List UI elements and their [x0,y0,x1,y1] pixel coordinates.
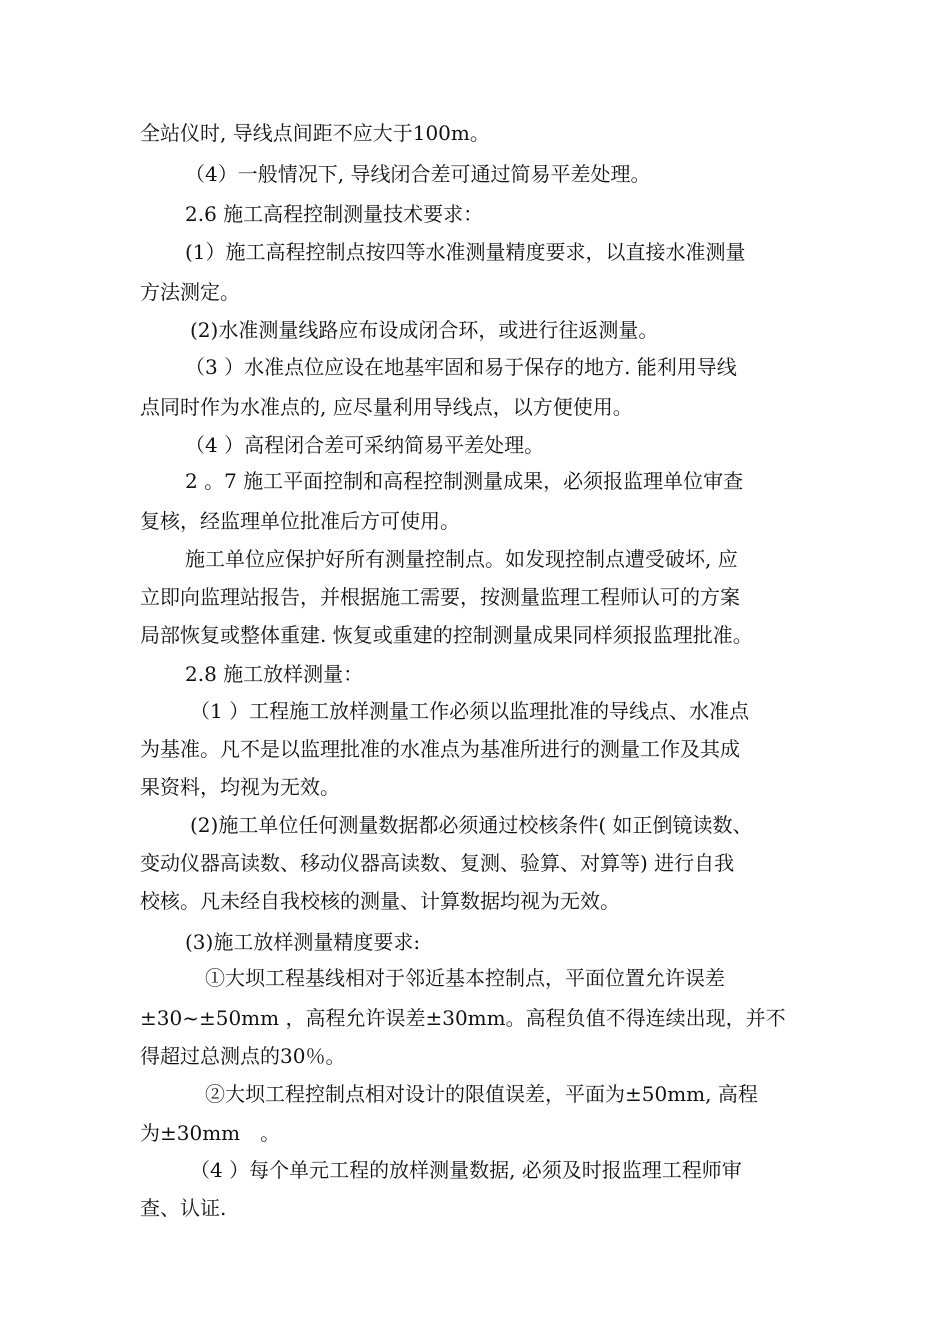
text-line: 全站仪时, 导线点间距不应大于100m。 [140,121,490,145]
text-line: 点同时作为水准点的, 应尽量利用导线点，以方便使用。 [140,395,633,419]
text-line: ②大坝工程控制点相对设计的限值误差，平面为±50mm, 高程 [205,1082,758,1106]
text-line: 复核，经监理单位批准后方可使用。 [140,509,460,533]
text-line: 变动仪器高读数、移动仪器高读数、复测、验算、对算等) 进行自我 [140,851,735,875]
text-line: 校核。凡未经自我校核的测量、计算数据均视为无效。 [140,889,620,913]
text-line: 果资料，均视为无效。 [140,775,340,799]
section-heading: 2.6 施工高程控制测量技术要求： [185,202,484,226]
section-heading: 2.8 施工放样测量： [185,662,364,686]
text-line: 得超过总测点的30％。 [140,1044,346,1068]
text-line: (1）施工高程控制点按四等水准测量精度要求，以直接水准测量 [185,240,746,264]
text-line: ①大坝工程基线相对于邻近基本控制点，平面位置允许误差 [205,966,725,990]
text-line: 施工单位应保护好所有测量控制点。如发现控制点遭受破坏, 应 [185,547,738,571]
text-line: （4 ）每个单元工程的放样测量数据, 必须及时报监理工程师审 [190,1158,742,1182]
text-line: （4）一般情况下, 导线闭合差可通过简易平差处理。 [185,162,651,186]
text-line: (2)施工单位任何测量数据都必须通过校核条件( 如正倒镜读数、 [190,813,753,837]
text-line: 立即向监理站报告，并根据施工需要，按测量监理工程师认可的方案 [140,585,740,609]
text-line: 局部恢复或整体重建. 恢复或重建的控制测量成果同样须报监理批准。 [140,623,753,647]
text-line: （3 ）水准点位应设在地基牢固和易于保存的地方. 能利用导线 [185,355,737,379]
text-line: （4 ）高程闭合差可采纳简易平差处理。 [185,433,545,457]
text-line: (2)水准测量线路应布设成闭合环，或进行往返测量。 [190,318,659,342]
text-line: （1 ）工程施工放样测量工作必须以监理批准的导线点、水准点 [190,699,750,723]
text-line: 为基准。凡不是以监理批准的水准点为基准所进行的测量工作及其成 [140,737,740,761]
text-line: 查、认证. [140,1196,227,1220]
text-line: 方法测定。 [140,280,240,304]
text-line: ±30~±50mm ，高程允许误差±30mm。高程负值不得连续出现，并不 [140,1006,786,1030]
text-line: (3)施工放样测量精度要求: [185,930,421,954]
section-heading: 2 。7 施工平面控制和高程控制测量成果，必须报监理单位审查 [185,469,744,493]
text-line: 为±30mm 。 [140,1121,281,1145]
